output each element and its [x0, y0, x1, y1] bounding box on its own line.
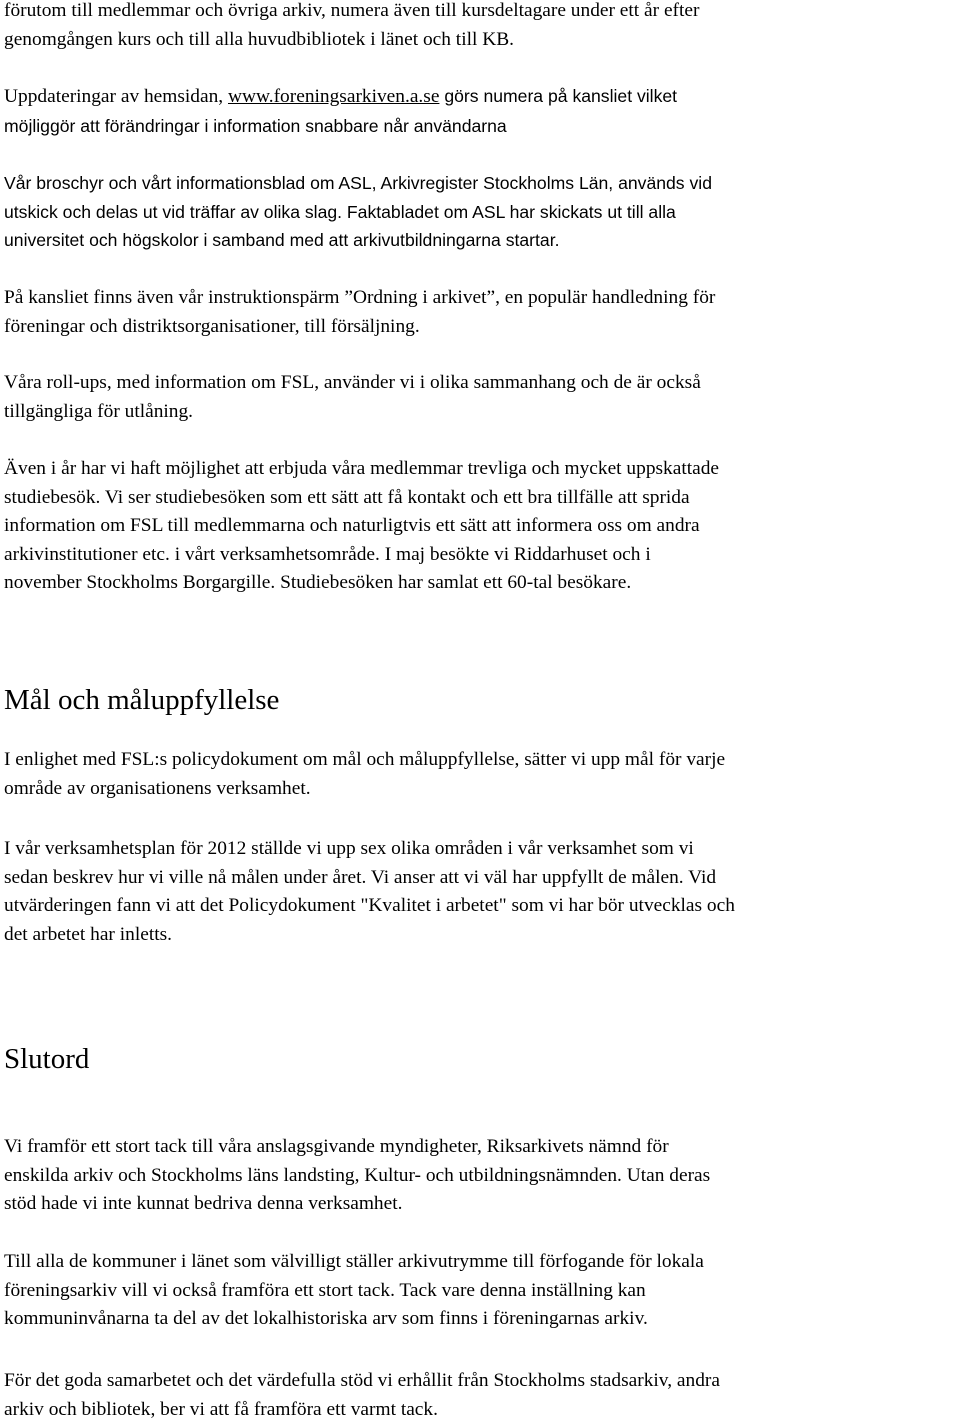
text-line: arkivinstitutioner etc. i vårt verksamhetsområde. I maj besökte vi Riddarhuset och i	[4, 543, 651, 565]
section-heading-closing: Slutord	[4, 1043, 90, 1075]
text-line: genomgången kurs och till alla huvudbibliotek i länet och till KB.	[4, 28, 514, 50]
text-line: det arbetet har inletts.	[4, 923, 172, 945]
text-line: kommuninvånarna ta del av det lokalhistoriska arv som finns i föreningarnas arkiv.	[4, 1308, 648, 1330]
paragraph-website-updates	[4, 82, 956, 140]
text-line: förutom till medlemmar och övriga arkiv, numera även till kursdeltagare under ett år efter	[4, 0, 700, 21]
text-line: I vår verksamhetsplan för 2012 ställde vi upp sex olika områden i vår verksamhet som vi	[4, 838, 694, 859]
text-line: studiebesök. Vi ser studiebesöken som ett sätt att få kontakt och ett bra tillfälle att sprida	[4, 486, 690, 508]
paragraph-business-plan	[4, 835, 956, 949]
text-line: möjliggör att förändringar i information snabbare når användarna	[4, 115, 507, 136]
text-line: Våra roll-ups, med information om FSL, använder vi i olika sammanhang och de är också	[4, 372, 701, 393]
paragraph-policy	[4, 746, 956, 803]
paragraph-study-visits	[4, 455, 956, 598]
paragraph-brochure	[4, 169, 956, 255]
paragraph-distribution	[4, 0, 956, 54]
text-line: område av organisationens verksamhet.	[4, 777, 311, 799]
text-line: föreningsarkiv vill vi också framföra ett stort tack. Tack vare denna inställning kan	[4, 1279, 646, 1301]
text-line: utvärderingen fann vi att det Policydokument "Kvalitet i arbetet" som vi har bör utvecklas och	[4, 895, 735, 917]
paragraph-instruction-binder	[4, 284, 956, 341]
text-line: enskilda arkiv och Stockholms läns landsting, Kultur- och utbildningsnämnden. Utan deras	[4, 1164, 711, 1186]
text-line: stöd hade vi inte kunnat bedriva denna verksamhet.	[4, 1193, 403, 1215]
paragraph-thanks-archives	[4, 1367, 956, 1424]
text-line: Även i år har vi haft möjlighet att erbjuda våra medlemmar trevliga och mycket uppskattade	[4, 458, 720, 479]
text-line: information om FSL till medlemmarna och naturligtvis ett sätt att informera oss om andra	[4, 515, 700, 537]
paragraph-roll-ups	[4, 369, 956, 426]
text-line: Vi framför ett stort tack till våra anslagsgivande myndigheter, Riksarkivets nämnd för	[4, 1136, 669, 1157]
text-line: universitet och högskolor i samband med att arkivutbildningarna startar.	[4, 230, 560, 251]
section-heading-goals: Mål och måluppfyllelse	[4, 684, 280, 716]
text-line: utskick och delas ut vid träffar av olika slag. Faktabladet om ASL har skickats ut till alla	[4, 201, 676, 222]
text-line: På kansliet finns även vår instruktionspärm ”Ordning i arkivet”, en populär handledning för	[4, 287, 716, 308]
text-line: sedan beskrev hur vi ville nå målen under året. Vi anser att vi väl har uppfyllt de målen. Vid	[4, 866, 717, 888]
text-line: november Stockholms Borgargille. Studiebesöken har samlat ett 60-tal besökare.	[4, 572, 632, 594]
text-line: arkiv och bibliotek, ber vi att få framföra ett varmt tack.	[4, 1398, 438, 1420]
text-line: För det goda samarbetet och det värdefulla stöd vi erhållit från Stockholms stadsarkiv, andra	[4, 1370, 720, 1391]
text-line: I enlighet med FSL:s policydokument om mål och måluppfyllelse, sätter vi upp mål för varje	[4, 749, 726, 770]
text-line: Till alla de kommuner i länet som välvilligt ställer arkivutrymme till förfogande för lokala	[4, 1251, 704, 1272]
text-line: föreningar och distriktsorganisationer, till försäljning.	[4, 315, 420, 337]
text-fragment: Uppdateringar av hemsidan,	[4, 86, 228, 107]
paragraph-thanks-authorities	[4, 1133, 956, 1219]
paragraph-thanks-municipalities	[4, 1248, 956, 1334]
website-link[interactable]: www.foreningsarkiven.a.se	[228, 86, 440, 107]
text-line	[4, 82, 956, 112]
text-line: tillgängliga för utlåning.	[4, 400, 194, 422]
text-fragment: görs numera på kansliet vilket	[439, 86, 678, 106]
text-line: Vår broschyr och vårt informationsblad om ASL, Arkivregister Stockholms Län, används vid	[4, 173, 712, 193]
